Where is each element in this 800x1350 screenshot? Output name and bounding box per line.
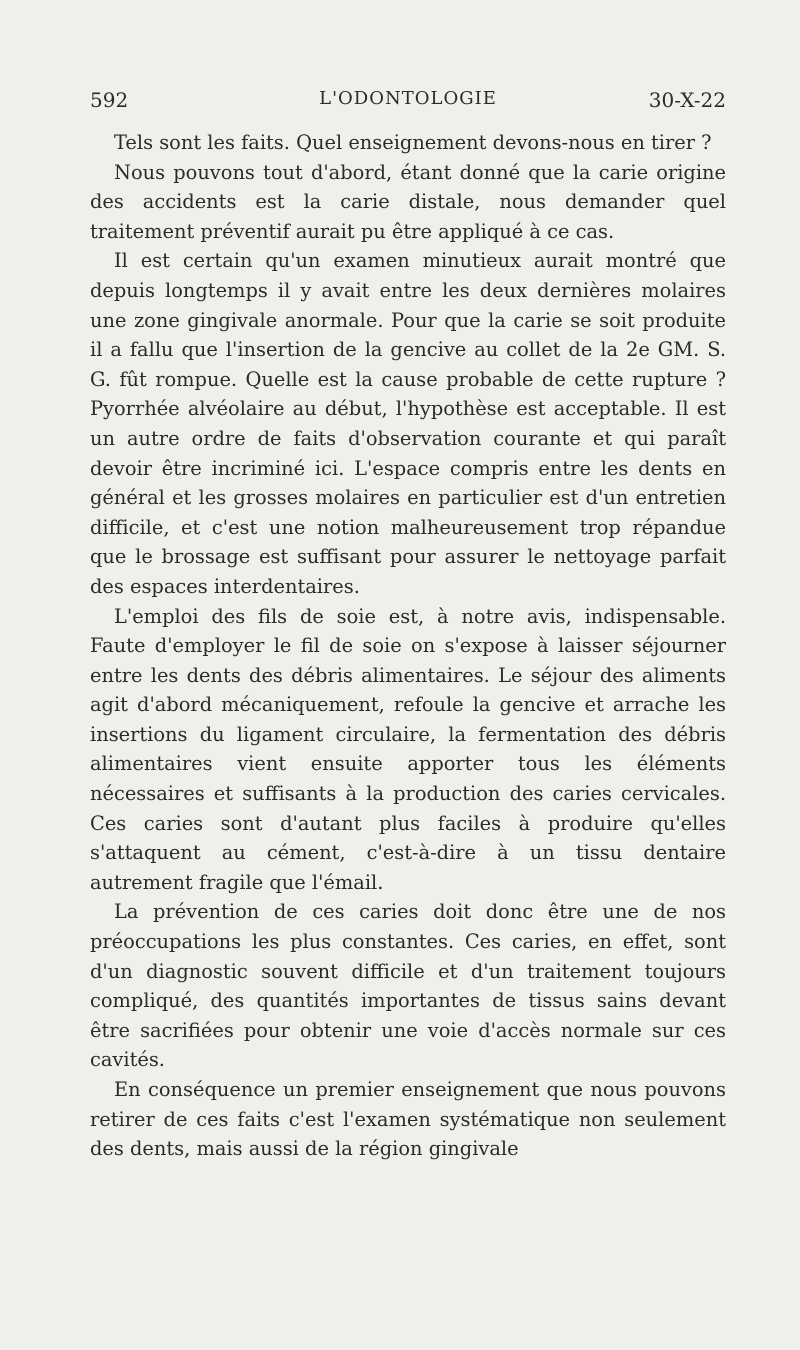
issue-date: 30-X-22 [648,88,726,112]
paragraph: Nous pouvons tout d'abord, étant donné que la carie origine des accidents est la carie distale, nous demander quel traitement préventif aurait pu être appliqué à ce cas. [90,160,726,243]
paragraph: Il est certain qu'un examen minutieux aurait montré que depuis longtemps il y avait entre les deux dernières molaires une zone gingivale anormale. Pour que la carie se soit produite il a fallu que l'insertion de la gencive au collet de la 2e GM. S. G. fût rompue. Quelle est la cause probable de cette rupture ? Pyorrhée alvéolaire au début, l'hypothèse est acceptable. Il est un autre ordre de faits d'observation courante et qui paraît devoir être incriminé ici. L'espace compris entre les dents en général et les grosses molaires en particulier est d'un entretien difficile, et c'est une notion malheureusement trop répandue que le brossage est suffisant pour assurer le nettoyage parfait des espaces interdentaires. [90,249,726,598]
paragraph: Tels sont les faits. Quel enseignement devons-nous en tirer ? [114,131,712,154]
paragraph: En conséquence un premier enseignement que nous pouvons retirer de ces faits c'est l'examen systématique non seulement des dents, mais aussi de la région gingivale [90,1078,726,1161]
paragraph: L'emploi des fils de soie est, à notre avis, indispensable. Faute d'employer le fil de soie on s'expose à laisser séjourner entre les dents des débris alimentaires. Le séjour des aliments agit d'abord mécaniquement, refoule la gencive et arrache les insertions du ligament circulaire, la fermentation des débris alimentaires vient ensuite apporter tous les éléments nécessaires et suffisants à la production des caries cervicales. Ces caries sont d'autant plus faciles à produire qu'elles s'attaquent au cément, c'est-à-dire à un tissu dentaire autrement fragile que l'émail. [90,604,726,894]
running-title: L'ODONTOLOGIE [319,88,497,109]
paragraph: La prévention de ces caries doit donc être une de nos préoccupations les plus constantes. Ces caries, en effet, sont d'un diagnostic souvent difficile et d'un traitement toujours compliqué, des quantités importantes de tissus sains devant être sacrifiées pour obtenir une voie d'accès normale sur ces cavités. [90,900,726,1072]
body-text [90,128,726,1164]
page-number: 592 [90,88,129,112]
running-header [90,88,726,118]
